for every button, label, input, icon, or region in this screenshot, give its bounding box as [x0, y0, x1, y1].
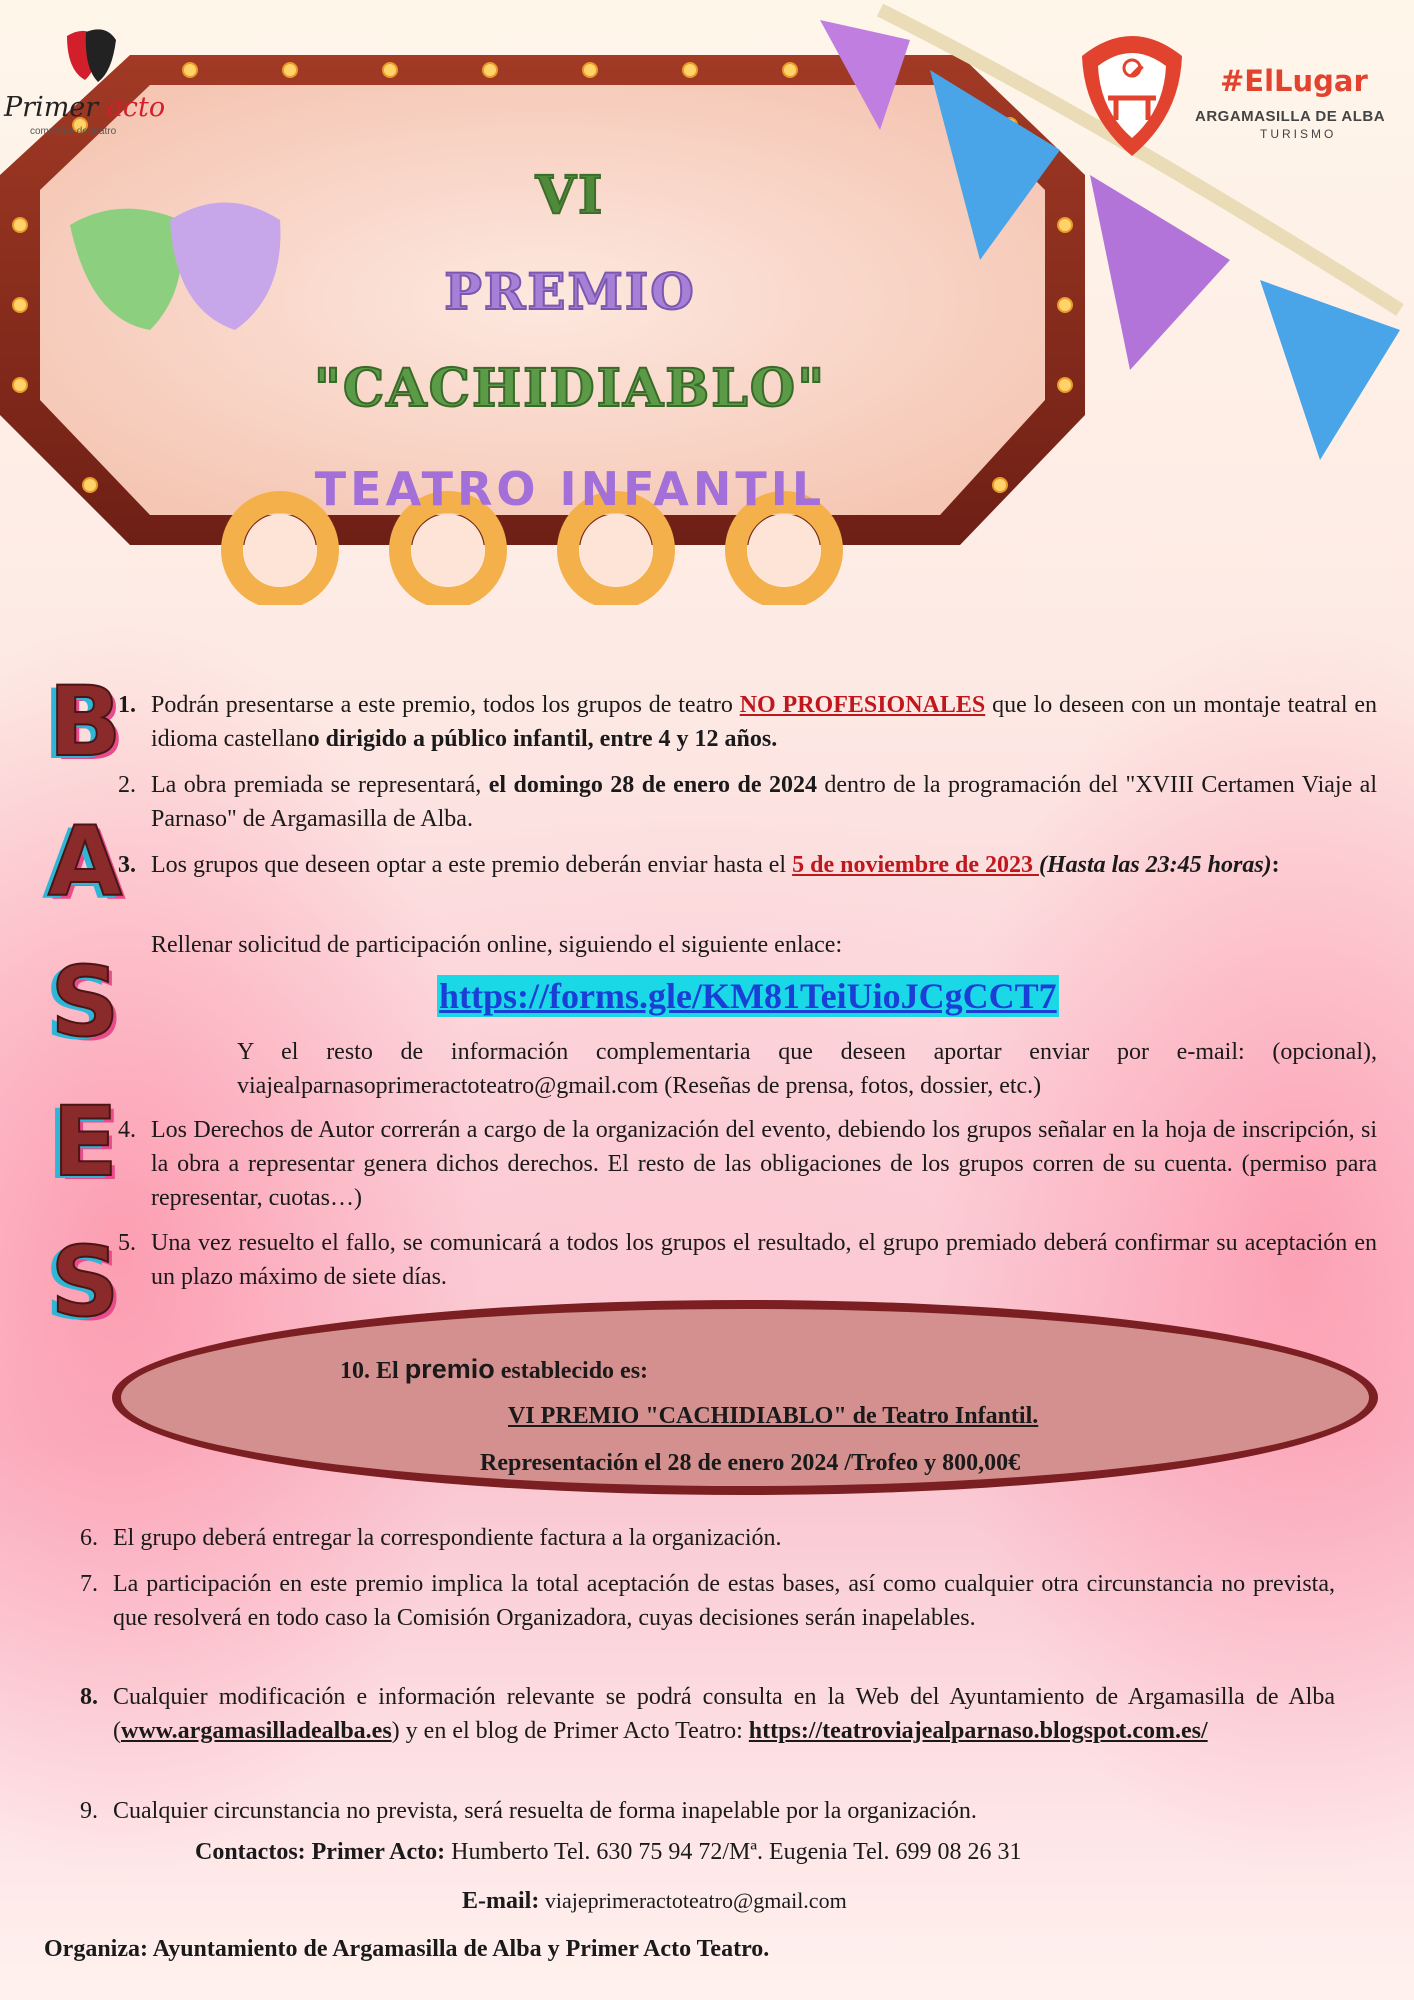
- rule-number: 8.: [80, 1684, 98, 1710]
- rule-6: [80, 1521, 1335, 1555]
- rule-2: [118, 768, 1378, 836]
- rule-9: [80, 1794, 1335, 1828]
- rule-text: Cualquier circunstancia no prevista, será resuelta de forma inapelable por la organización.: [113, 1798, 977, 1824]
- prize-heading-a: 10. El: [340, 1358, 405, 1384]
- rule-3: [118, 848, 1377, 882]
- rule-bold: o dirigido a público infantil, entre 4 y 12 años.: [307, 726, 778, 752]
- prize-title: VI PREMIO "CACHIDIABLO" de Teatro Infantil.: [508, 1403, 1039, 1429]
- rule-1: [118, 688, 1377, 756]
- rule-text: Una vez resuelto el fallo, se comunicará a todos los grupos el resultado, el grupo premiado deberá confirmar su aceptación en un plazo máximo de siete días.: [151, 1230, 1377, 1290]
- ellugar-town: ARGAMASILLA DE ALBA: [1195, 108, 1386, 125]
- rule-text: La obra premiada se representará,: [151, 772, 489, 798]
- rule-number: 7.: [80, 1571, 98, 1597]
- bases-letter: S: [50, 1226, 120, 1338]
- rule-bold: el domingo 28 de enero de 2024: [488, 772, 817, 798]
- rule-number: 4.: [118, 1117, 136, 1143]
- ellugar-turismo: TURISMO: [1260, 127, 1337, 141]
- rule-5: [118, 1226, 1377, 1294]
- rule-text: que lo deseen con un montaje teatral en idioma castellan: [151, 692, 1377, 752]
- email-label: E-mail:: [462, 1888, 540, 1914]
- argamasilla-shield-icon: [1072, 26, 1192, 166]
- blog-link[interactable]: https://teatroviajealparnaso.blogspot.com.es/: [748, 1718, 1208, 1744]
- rule-7: [80, 1567, 1335, 1635]
- rule-3-extra: Y el resto de información complementaria que deseen aportar enviar por e-mail: (opcional), viajealparnasoprimeractoteatro@gmail.com (Reseñas de prensa, fotos, dossier, etc.): [237, 1039, 1377, 1099]
- primer-acto-logo: [0, 22, 170, 137]
- prize-details: Representación el 28 de enero 2024 /Trofeo y 800,00€: [480, 1450, 1021, 1476]
- rule-4: [118, 1113, 1377, 1215]
- rule-deadline-hour: (Hasta las 23:45 horas): [1038, 852, 1272, 878]
- rule-number: 1.: [118, 692, 136, 718]
- organiza-line: Organiza: Ayuntamiento de Argamasilla de Alba y Primer Acto Teatro.: [44, 1936, 770, 1962]
- ayuntamiento-link[interactable]: www.argamasilladealba.es: [121, 1718, 392, 1744]
- rule-text: dentro de la programación del "XVIII Certamen Viaje al Parnaso" de Argamasilla de Alba.: [151, 772, 1378, 832]
- title-cachidiablo: "CACHIDIABLO": [313, 358, 827, 419]
- rule-text: Los grupos que deseen optar a este premio deberán enviar hasta el: [151, 852, 793, 878]
- ellugar-logo: [1060, 26, 1414, 166]
- rule-deadline: 5 de noviembre de 2023: [792, 852, 1039, 878]
- prize-heading-b: premio: [404, 1354, 495, 1384]
- title-vi: VI: [535, 165, 605, 226]
- rule-text: Cualquier modificación e información relevante se podrá consulta en la Web del Ayuntamiento de Argamasilla de Alba (: [113, 1684, 1335, 1744]
- rule-3-form-text: Rellenar solicitud de participación online, siguiendo el siguiente enlace:: [151, 932, 843, 958]
- brand-acto: acto: [106, 92, 166, 123]
- form-link[interactable]: https://forms.gle/KM81TeiUioJCgCCT7: [439, 976, 1057, 1016]
- prize-heading: [340, 1354, 648, 1385]
- bases-letter: E: [52, 1086, 118, 1198]
- rule-number: 6.: [80, 1525, 98, 1551]
- rule-8: [80, 1680, 1335, 1748]
- rule-number: 5.: [118, 1230, 136, 1256]
- rule-number: 9.: [80, 1798, 98, 1824]
- primer-acto-brand: [4, 92, 165, 123]
- rule-colon: :: [1271, 852, 1280, 878]
- bases-vertical-title: [40, 652, 130, 1352]
- rule-number: 3.: [118, 852, 136, 878]
- email-address[interactable]: viajeprimeractoteatro@gmail.com: [539, 1888, 847, 1913]
- rule-highlight: NO PROFESIONALES: [739, 692, 986, 718]
- theatre-masks-icon: [62, 26, 122, 88]
- rule-text: ) y en el blog de Primer Acto Teatro:: [391, 1718, 749, 1744]
- rule-text: Los Derechos de Autor correrán a cargo de la organización del evento, debiendo los grupos señalar en la hoja de inscripción, si la obra a representar genera dichos derechos. El resto de las obligaciones de los grupos corren de su cuenta. (permiso para representar, cuotas…): [151, 1117, 1377, 1211]
- title-premio: PREMIO: [444, 262, 696, 321]
- contacts-text: Humberto Tel. 630 75 94 72/Mª. Eugenia Tel. 699 08 26 31: [445, 1839, 1022, 1865]
- brand-primer: Primer: [4, 92, 107, 123]
- rule-text: La participación en este premio implica la total aceptación de estas bases, así como cualquier otra circunstancia no prevista, que resolverá en todo caso la Comisión Organizadora, cuyas decisiones serán inapelables.: [113, 1571, 1335, 1631]
- ellugar-tag: #ElLugar: [1220, 64, 1368, 98]
- contacts-line: [195, 1839, 1021, 1866]
- rule-text: El grupo deberá entregar la correspondiente factura a la organización.: [113, 1525, 782, 1551]
- bases-letter: B: [48, 666, 122, 778]
- rule-number: 2.: [118, 772, 136, 798]
- contacts-label: Contactos: Primer Acto:: [195, 1839, 446, 1865]
- bases-letter: S: [50, 946, 120, 1058]
- prize-heading-c: establecido es:: [494, 1358, 649, 1384]
- title-teatro-infantil: TEATRO INFANTIL: [314, 462, 826, 516]
- primer-acto-sub: compañía de teatro: [30, 126, 117, 137]
- bases-letter: A: [47, 806, 123, 918]
- rule-text: Podrán presentarse a este premio, todos los grupos de teatro: [151, 692, 740, 718]
- email-line: [462, 1888, 847, 1915]
